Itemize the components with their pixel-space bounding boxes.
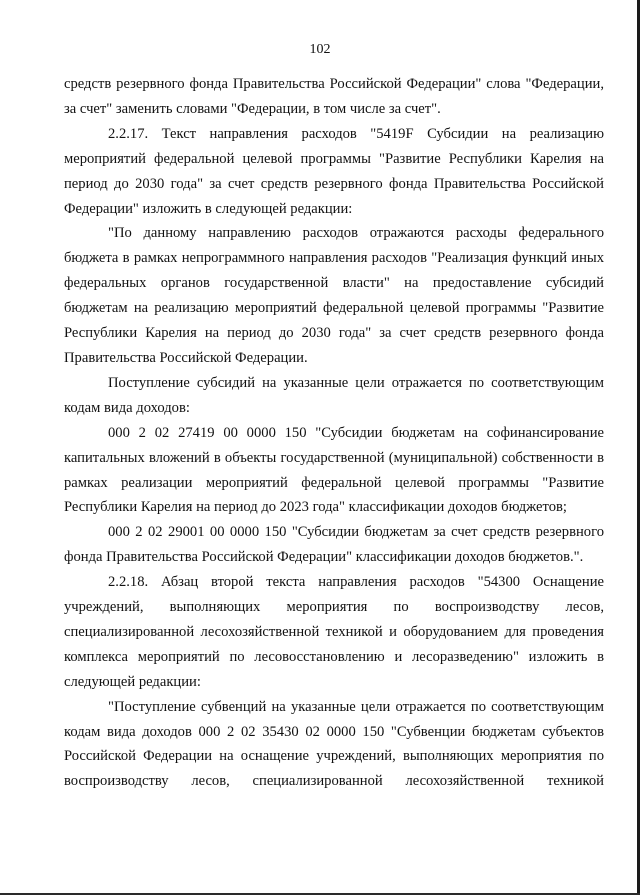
paragraph-2-2-17: 2.2.17. Текст направления расходов "5419F Субсидии на реализацию мероприятий федеральной целевой программы "Развитие Республики Карелия на период до 2030 года" за счет средств резервного фонда Правительства Российской Федерации" изложить в следующей редакции: — [64, 125, 604, 217]
page-number: 102 — [309, 42, 331, 57]
paragraph: 000 2 02 29001 00 0000 150 "Субсидии бюджетам за счет средств резервного фонда Правительства Российской Федерации" классификации доходов бюджетов.". — [64, 524, 604, 566]
paragraph-2-2-18: 2.2.18. Абзац второй текста направления расходов "54300 Оснащение учреждений, выполняющих мероприятия по воспроизводству лесов, специализированной лесохозяйственной техникой и оборудованием для проведения комплекса мероприятий по лесовосстановлению и лесоразведению" изложить в следующей редакции: — [64, 574, 604, 690]
paragraph: 000 2 02 27419 00 0000 150 "Субсидии бюджетам на софинансирование капитальных вложений в объекты государственной (муниципальной) собственности в рамках реализации мероприятий федеральной целевой программы "Развитие Республики Карелия на период до 2023 года" классификации доходов бюджетов; — [64, 424, 604, 516]
paragraph: "По данному направлению расходов отражаются расходы федерального бюджета в рамках непрограммного направления расходов "Реализация функций иных федеральных органов государственной власти" на предоставление субсидий бюджетам на реализацию мероприятий федеральной целевой программы "Развитие Республики Карелия на период до 2030 года" за счет средств резервного фонда Правительства Российской Федерации. — [64, 225, 604, 366]
paragraph: Поступление субсидий на указанные цели отражается по соответствующим кодам вида доходов: — [64, 374, 604, 416]
paragraph: средств резервного фонда Правительства Российской Федерации" слова "Федерации, за счет" заменить словами "Федерации, в том числе за счет". — [64, 76, 604, 117]
paragraph: "Поступление субвенций на указанные цели отражается по соответствующим кодам вида доходов 000 2 02 35430 02 0000 150 "Субвенции бюджетам субъектов Российской Федерации на оснащение учреждений, выполняющих мероприятия по воспроизводству лесов, специализированной лесохозяйственной техникой — [64, 698, 604, 790]
document-body — [64, 72, 604, 794]
